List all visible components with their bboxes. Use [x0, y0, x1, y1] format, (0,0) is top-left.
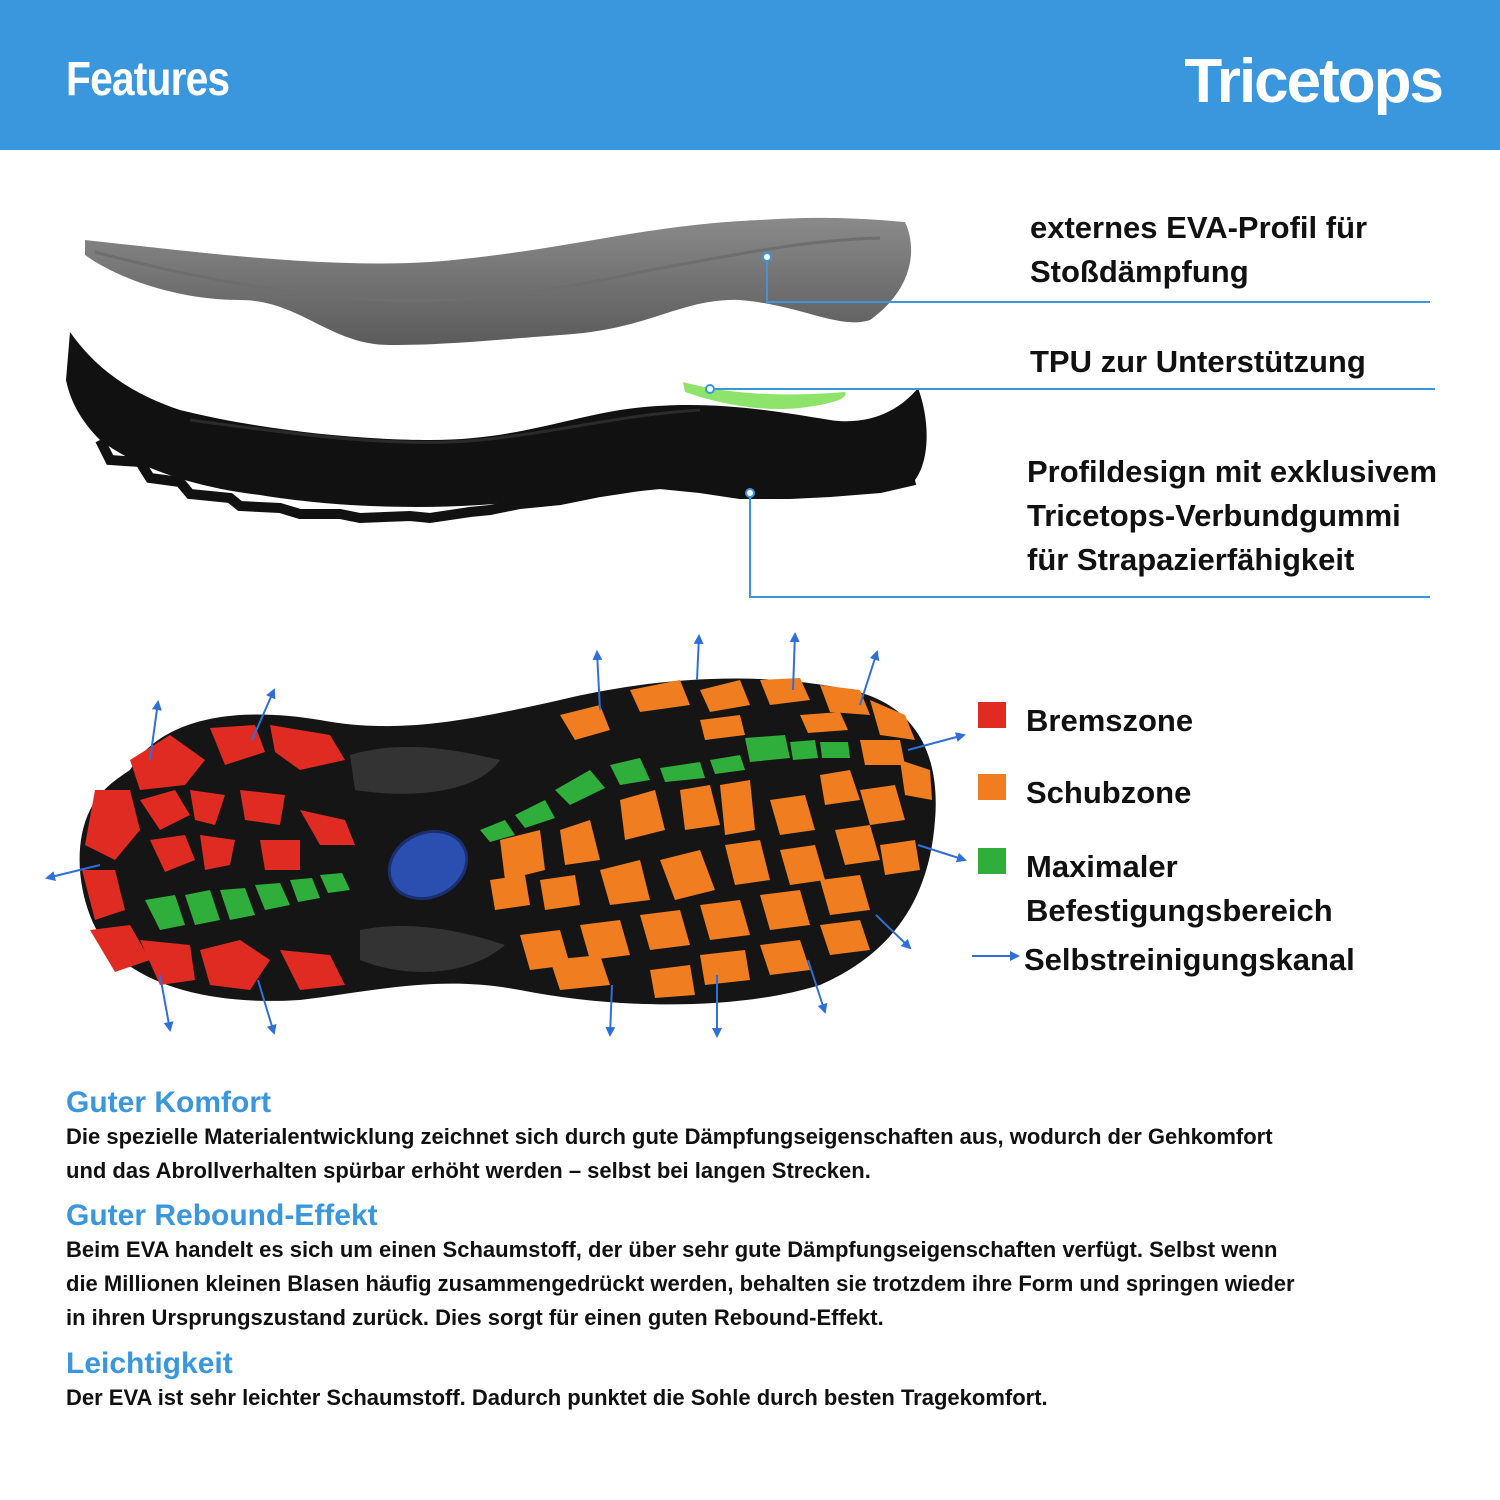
section-comfort-body-2: und das Abrollverhalten spürbar erhöht werden – selbst bei langen Strecken. — [66, 1158, 871, 1183]
grip-label-line-2: Befestigungsbereich — [1026, 893, 1333, 928]
eva-label-line-2: Stoßdämpfung — [1030, 254, 1249, 289]
section-lightness — [66, 1347, 1476, 1415]
outsole-bottom-view — [80, 678, 936, 1004]
brake-swatch — [978, 702, 1006, 728]
grip-label-line-1: Maximaler — [1026, 849, 1178, 884]
push-label: Schubzone — [1026, 775, 1192, 810]
section-comfort — [66, 1086, 1476, 1188]
grip-swatch — [978, 848, 1006, 874]
eva-midsole — [85, 218, 911, 345]
section-rebound — [66, 1199, 1476, 1335]
brand-logo: Tricetops — [1184, 47, 1442, 116]
section-lightness-title: Leichtigkeit — [66, 1347, 233, 1380]
section-rebound-title: Guter Rebound-Effekt — [66, 1199, 378, 1232]
rubber-label-line-3: für Strapazierfähigkeit — [1027, 542, 1355, 577]
rubber-label — [1027, 450, 1437, 582]
rubber-label-line-1: Profildesign mit exklusivem — [1027, 454, 1438, 489]
section-comfort-title: Guter Komfort — [66, 1086, 271, 1119]
channel-label: Selbstreinigungskanal — [1024, 942, 1355, 977]
section-rebound-body-3: in ihren Ursprungszustand zurück. Dies sorgt für einen guten Rebound-Effekt. — [66, 1305, 884, 1330]
section-comfort-body-1: Die spezielle Materialentwicklung zeichnet sich durch gute Dämpfungseigenschaften aus, wodurch der Gehkomfort — [66, 1124, 1273, 1149]
page-title: Features — [66, 53, 230, 106]
tpu-label-line-1: TPU zur Unterstützung — [1030, 344, 1366, 379]
tpu-label — [1030, 340, 1366, 384]
rubber-label-line-2: Tricetops-Verbundgummi — [1027, 498, 1401, 533]
push-swatch — [978, 774, 1006, 800]
section-lightness-body-1: Der EVA ist sehr leichter Schaumstoff. Dadurch punktet die Sohle durch besten Tragekomfort. — [66, 1385, 1048, 1410]
eva-label — [1030, 206, 1367, 294]
eva-label-line-1: externes EVA-Profil für — [1030, 210, 1368, 245]
section-rebound-body-2: die Millionen kleinen Blasen häufig zusammengedrückt werden, behalten sie trotzdem ihre Form und springen wieder — [66, 1271, 1295, 1296]
section-rebound-body-1: Beim EVA handelt es sich um einen Schaumstoff, der über sehr gute Dämpfungseigenschaften verfügt. Selbst wenn — [66, 1237, 1278, 1262]
brake-label: Bremszone — [1026, 703, 1194, 738]
